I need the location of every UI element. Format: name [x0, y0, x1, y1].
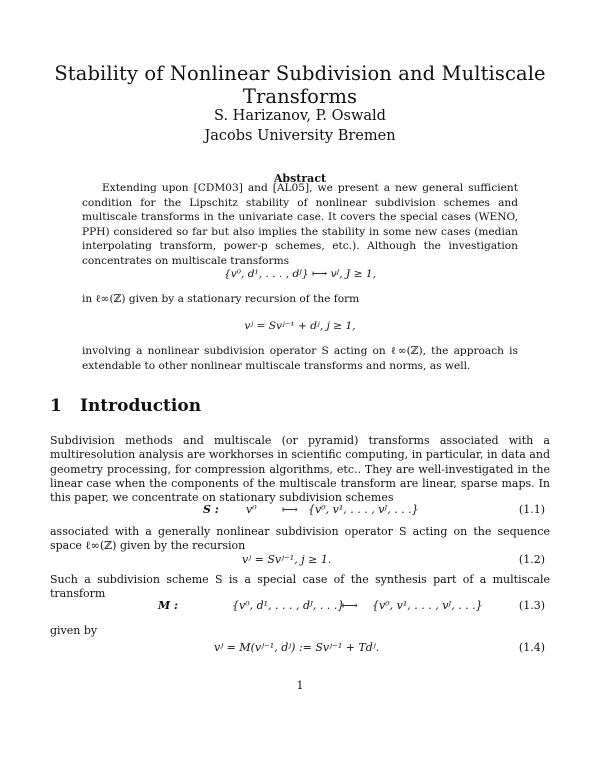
affiliation: Jacobs University Bremen: [204, 128, 396, 144]
equation-arrow: ⟼: [342, 599, 358, 612]
author-block: [0, 106, 600, 146]
equation-body: vʲ = M(vʲ⁻¹, dʲ) := Svʲ⁻¹ + Tdʲ.: [214, 641, 380, 654]
abstract-paragraph-3: involving a nonlinear subdivision operator S acting on ℓ∞(ℤ), the approach is extendable to other nonlinear multiscale transforms and norms, as well.: [82, 345, 518, 372]
intro-paragraph-3: Such a subdivision scheme S is a special case of the synthesis part of a multiscale transform: [50, 573, 550, 601]
paper-title: Stability of Nonlinear Subdivision and Multiscale Transforms: [54, 62, 546, 108]
section-heading-introduction: [50, 396, 201, 416]
section-number: 1: [50, 396, 62, 416]
equation-body: vʲ = Svʲ⁻¹, j ≥ 1.: [242, 553, 332, 566]
equation-number: (1.1): [518, 503, 545, 516]
abstract-equation-2: vʲ = Svʲ⁻¹ + dʲ, j ≥ 1,: [244, 320, 356, 332]
intro-paragraph-2: associated with a generally nonlinear subdivision operator S acting on the sequence space ℓ∞(ℤ) given by the recursion: [50, 525, 550, 553]
author-names: S. Harizanov, P. Oswald: [214, 108, 386, 124]
intro-paragraph-1: Subdivision methods and multiscale (or pyramid) transforms associated with a multiresolution analysis are workhorses in scientific computing, in particular, in data and geometry processing, for compression algorithms, etc.. They are well-investigated in the linear case when the components of the multiscale transform are linear, sparse maps. In this paper, we concentrate on stationary subdivision schemes: [50, 434, 550, 505]
equation-1-4: [50, 641, 550, 657]
abstract-paragraph-2: in ℓ∞(ℤ) given by a stationary recursion of the form: [82, 293, 360, 305]
equation-lhs: v⁰: [246, 503, 257, 516]
equation-label: M :: [158, 599, 179, 612]
intro-paragraph-4: given by: [50, 624, 98, 637]
section-title: Introduction: [80, 396, 202, 416]
equation-rhs: {v⁰, v¹, . . . , vᴶ, . . .}: [308, 503, 419, 516]
equation-1-3: [50, 599, 550, 615]
equation-arrow: ⟼: [282, 503, 298, 516]
equation-1-2: [50, 553, 550, 569]
abstract-paragraph-1: Extending upon [CDM03] and [AL05], we present a new general sufficient condition for the Lipschitz stability of nonlinear subdivision schemes and multiscale transforms in the univariate case. It covers the special cases (WENO, PPH) considered so far but also implies the stability in some new cases (median interpolating transform, power-p schemes, etc.). Although the investigation concentrates on multiscale transforms: [82, 182, 518, 267]
abstract-heading: Abstract: [273, 172, 327, 185]
page-number: 1: [296, 679, 304, 692]
equation-1-1: [50, 503, 550, 519]
equation-label: S :: [203, 503, 219, 516]
equation-number: (1.3): [518, 599, 545, 612]
equation-lhs: {v⁰, d¹, . . . , dᴶ, . . .}: [232, 599, 345, 612]
abstract-equation-1: {v⁰, d¹, . . . , dᴶ} ⟼ vᴶ, J ≥ 1,: [224, 268, 376, 280]
equation-number: (1.2): [518, 553, 545, 566]
equation-number: (1.4): [518, 641, 545, 654]
equation-rhs: {v⁰, v¹, . . . , vᴶ, . . .}: [372, 599, 483, 612]
